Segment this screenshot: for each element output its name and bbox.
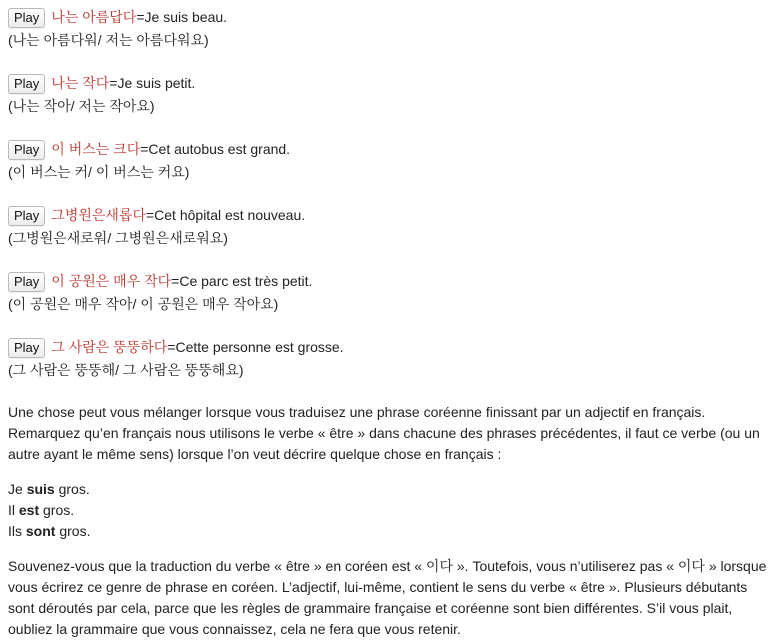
rest: gros. [39,502,75,518]
play-button[interactable]: Play [8,8,45,28]
etre-examples [8,479,770,542]
equals-sign: = [140,141,149,157]
french-translation: Je suis beau. [144,9,228,25]
play-button[interactable]: Play [8,206,45,226]
verb: suis [26,481,55,497]
example-sentence [8,500,770,521]
example-entry [8,204,770,249]
example-sentence [8,521,770,542]
example-entry [8,6,770,51]
korean-phrase: 이 버스는 크다 [51,141,141,157]
verb: est [18,502,40,518]
french-translation: Cet hôpital est nouveau. [154,207,306,223]
rest: gros. [54,481,90,497]
equals-sign: = [171,273,180,289]
french-translation: Cet autobus est grand. [148,141,291,157]
equals-sign: = [109,75,118,91]
korean-phrase: 그병원은새롭다 [51,207,146,223]
french-translation: Ce parc est très petit. [179,273,313,289]
conjugation-note: (이 버스는 커/ 이 버스는 커요) [8,164,190,180]
example-entry [8,138,770,183]
play-button[interactable]: Play [8,272,45,292]
rest: gros. [55,523,91,539]
equals-sign: = [167,339,176,355]
explanation-paragraph: Une chose peut vous mélanger lorsque vous traduisez une phrase coréenne finissant par un adjectif en français. Remarquez qu’en français nous utilisons le verbe « être » dans chacune des phrases précédentes, il faut ce verbe (ou un autre ayant le même sens) lorsque l’on veut décrire quelque chose en français : [8,404,760,462]
conjugation-note: (나는 작아/ 저는 작아요) [8,98,155,114]
subject: Je [8,481,27,497]
equals-sign: = [136,9,145,25]
subject: Il [8,502,19,518]
example-entry [8,270,770,315]
play-button[interactable]: Play [8,140,45,160]
example-entry [8,336,770,381]
play-button[interactable]: Play [8,338,45,358]
subject: Ils [8,523,26,539]
french-translation: Je suis petit. [117,75,196,91]
equals-sign: = [145,207,155,223]
conjugation-note: (그병원은새로워/ 그병원은새로워요) [8,230,228,246]
korean-phrase: 이 공원은 매우 작다 [51,273,172,289]
conjugation-note: (그 사람은 뚱뚱해/ 그 사람은 뚱뚱해요) [8,362,244,378]
french-translation: Cette personne est grosse. [175,339,344,355]
example-entry [8,72,770,117]
korean-phrase: 나는 아름답다 [51,9,137,25]
verb: sont [25,523,56,539]
conjugation-note: (나는 아름다워/ 저는 아름다워요) [8,32,209,48]
korean-phrase: 그 사람은 뚱뚱하다 [51,339,168,355]
korean-phrase: 나는 작다 [51,75,110,91]
grammar-note-paragraph: Souvenez-vous que la traduction du verbe « être » en coréen est « 이다 ». Toutefois, vous n’utiliserez pas « 이다 » lorsque vous écrirez ce genre de phrase en coréen. L’adjectif, lui-même, contient le sens du verbe « être ». Plusieurs débutants sont déroutés par cela, parce que les règles de grammaire française et coréenne sont bien différentes. S’il vous plait, oubliez la grammaire que vous connaissez, cela ne fera que vous retenir. [8,558,767,637]
play-button[interactable]: Play [8,74,45,94]
conjugation-note: (이 공원은 매우 작아/ 이 공원은 매우 작아요) [8,296,279,312]
example-sentence [8,479,770,500]
